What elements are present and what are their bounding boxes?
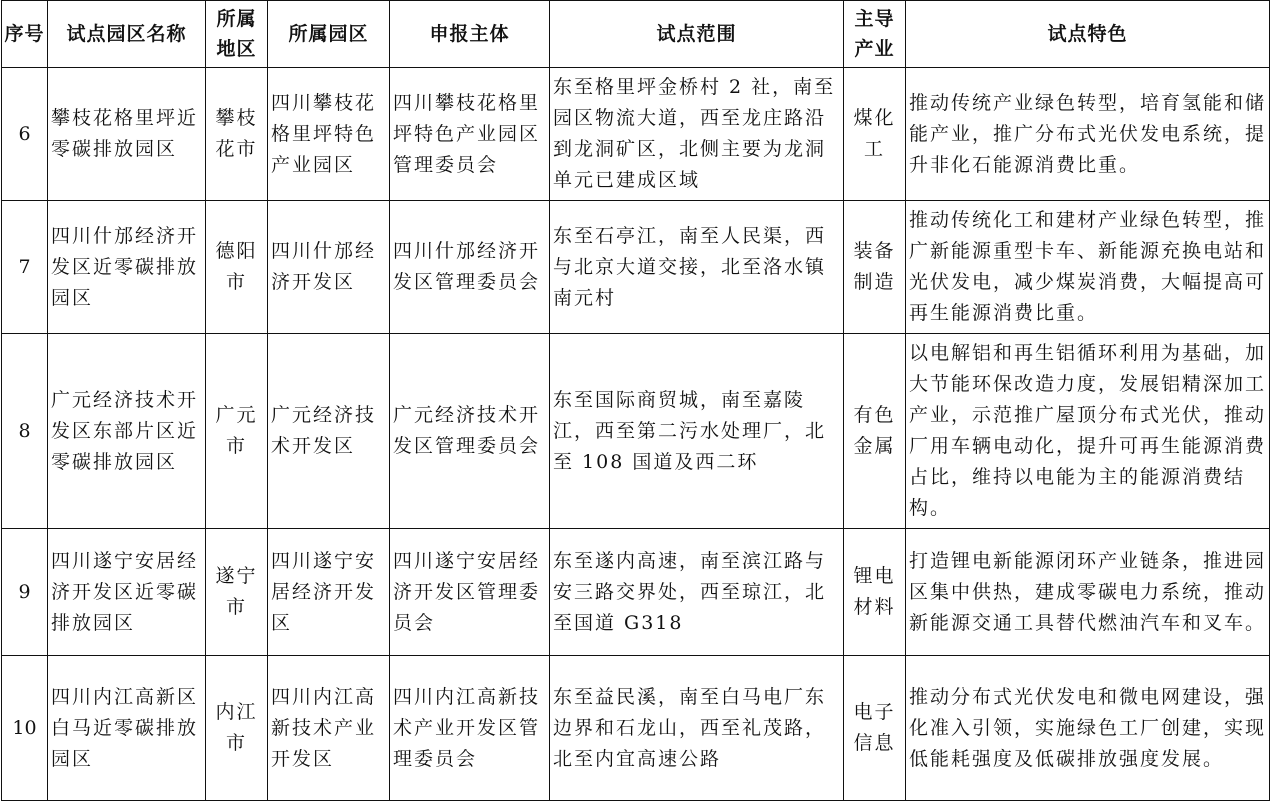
row-industry: 有色金属 — [844, 334, 906, 529]
row-name: 四川什邡经济开发区近零碳排放园区 — [48, 201, 206, 334]
row-scope: 东至遂内高速，南至滨江路与安三路交界处，西至琼江，北至国道 G318 — [550, 529, 844, 656]
row-park: 广元经济技术开发区 — [268, 334, 390, 529]
header-industry: 主导产业 — [844, 1, 906, 68]
row-park: 四川攀枝花格里坪特色产业园区 — [268, 68, 390, 201]
table-row — [2, 68, 1270, 201]
row-name: 四川遂宁安居经济开发区近零碳排放园区 — [48, 529, 206, 656]
row-features: 推动传统产业绿色转型，培育氢能和储能产业，推广分布式光伏发电系统，提升非化石能源消费比重。 — [906, 68, 1270, 201]
row-applicant: 广元经济技术开发区管理委员会 — [390, 334, 550, 529]
table-row — [2, 334, 1270, 529]
row-scope: 东至国际商贸城，南至嘉陵江，西至第二污水处理厂，北至 108 国道及西二环 — [550, 334, 844, 529]
row-region: 遂宁市 — [206, 529, 268, 656]
row-region: 广元市 — [206, 334, 268, 529]
row-no: 9 — [2, 529, 48, 656]
row-features: 以电解铝和再生铝循环利用为基础，加大节能环保改造力度，发展铝精深加工产业，示范推广屋顶分布式光伏，推动厂用车辆电动化，提升可再生能源消费占比，维持以电能为主的能源消费结构。 — [906, 334, 1270, 529]
header-no: 序号 — [2, 1, 48, 68]
header-features: 试点特色 — [906, 1, 1270, 68]
row-scope: 东至格里坪金桥村 2 社，南至园区物流大道，西至龙庄路沿到龙洞矿区，北侧主要为龙洞单元已建成区域 — [550, 68, 844, 201]
row-scope: 东至石亭江，南至人民渠，西与北京大道交接，北至洛水镇南元村 — [550, 201, 844, 334]
row-features: 打造锂电新能源闭环产业链条，推进园区集中供热，建成零碳电力系统，推动新能源交通工具替代燃油汽车和叉车。 — [906, 529, 1270, 656]
row-region: 攀枝花市 — [206, 68, 268, 201]
table-row — [2, 529, 1270, 656]
header-region: 所属地区 — [206, 1, 268, 68]
row-no: 10 — [2, 656, 48, 801]
pilot-parks-table — [1, 0, 1270, 801]
row-industry: 锂电材料 — [844, 529, 906, 656]
row-no: 8 — [2, 334, 48, 529]
table-row — [2, 656, 1270, 801]
header-applicant: 申报主体 — [390, 1, 550, 68]
row-applicant: 四川内江高新技术产业开发区管理委员会 — [390, 656, 550, 801]
header-row — [2, 1, 1270, 68]
header-scope: 试点范围 — [550, 1, 844, 68]
row-park: 四川遂宁安居经济开发区 — [268, 529, 390, 656]
row-applicant: 四川遂宁安居经济开发区管理委员会 — [390, 529, 550, 656]
row-no: 6 — [2, 68, 48, 201]
row-name: 攀枝花格里坪近零碳排放园区 — [48, 68, 206, 201]
row-features: 推动分布式光伏发电和微电网建设，强化准入引领，实施绿色工厂创建，实现低能耗强度及低碳排放强度发展。 — [906, 656, 1270, 801]
row-applicant: 四川什邡经济开发区管理委员会 — [390, 201, 550, 334]
row-applicant: 四川攀枝花格里坪特色产业园区管理委员会 — [390, 68, 550, 201]
row-name: 四川内江高新区白马近零碳排放园区 — [48, 656, 206, 801]
row-name: 广元经济技术开发区东部片区近零碳排放园区 — [48, 334, 206, 529]
row-features: 推动传统化工和建材产业绿色转型，推广新能源重型卡车、新能源充换电站和光伏发电，减少煤炭消费，大幅提高可再生能源消费比重。 — [906, 201, 1270, 334]
row-no: 7 — [2, 201, 48, 334]
row-industry: 装备制造 — [844, 201, 906, 334]
row-park: 四川内江高新技术产业开发区 — [268, 656, 390, 801]
row-industry: 煤化工 — [844, 68, 906, 201]
header-name: 试点园区名称 — [48, 1, 206, 68]
row-region: 德阳市 — [206, 201, 268, 334]
row-scope: 东至益民溪，南至白马电厂东边界和石龙山，西至礼茂路，北至内宜高速公路 — [550, 656, 844, 801]
row-industry: 电子信息 — [844, 656, 906, 801]
table-row — [2, 201, 1270, 334]
header-park: 所属园区 — [268, 1, 390, 68]
row-park: 四川什邡经济开发区 — [268, 201, 390, 334]
row-region: 内江市 — [206, 656, 268, 801]
